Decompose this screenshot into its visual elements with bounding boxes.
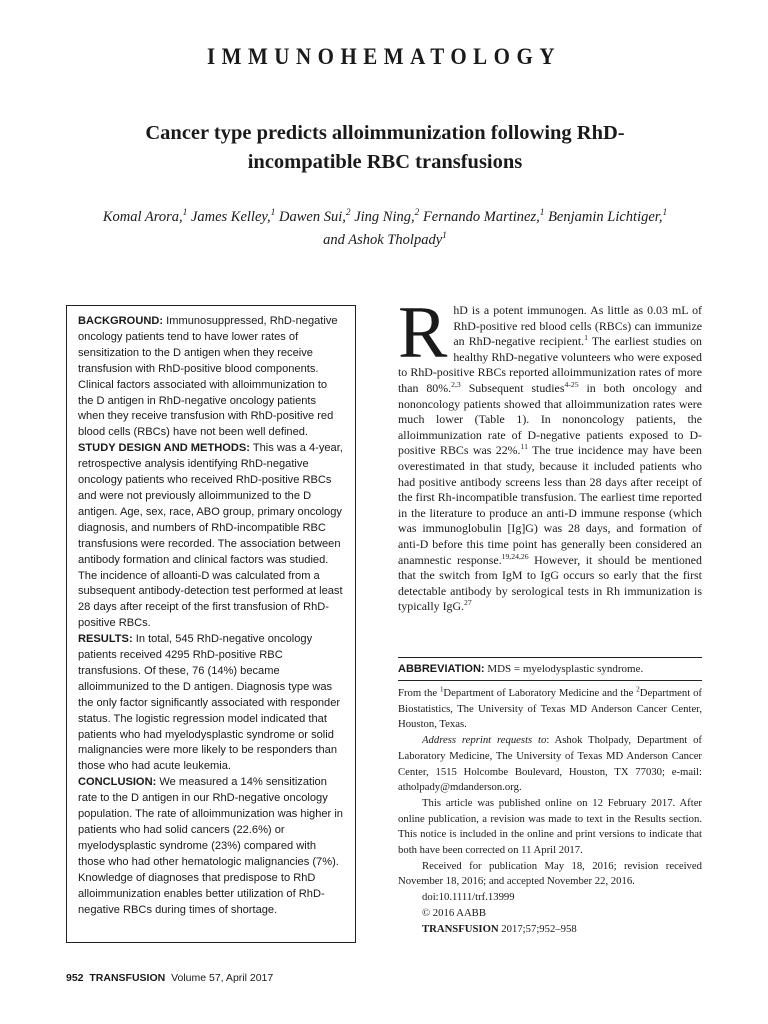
section-heading: IMMUNOHEMATOLOGY <box>206 42 562 70</box>
author-affiliation: 1 <box>442 231 447 242</box>
body-text-column <box>398 292 702 615</box>
citation-ref[interactable]: 4-25 <box>564 380 579 389</box>
abstract-conclusion-label: CONCLUSION: <box>78 776 157 789</box>
citation-ref[interactable]: 27 <box>464 598 472 608</box>
title-line-1: Cancer type predicts alloimmunization following RhD- <box>145 122 625 144</box>
title-line-2: incompatible RBC transfusions <box>247 151 523 173</box>
abstract-background-label: BACKGROUND: <box>78 315 164 327</box>
body-text: hD is a potent immunogen. As little as 0.03 mL of RhD-positive red blood cells (RBCs) can immunize an RhD-negative recipient. <box>453 303 702 349</box>
journal-name: TRANSFUSION <box>422 922 499 935</box>
reprint-text[interactable]: : Ashok Tholpady, Department of Laboratory Medicine, The University of Texas MD Anderson Cancer Center, 1515 Holcombe Boulevard, Houston, TX 77030; e-mail: atholpady@mdanderson.org. <box>398 734 702 794</box>
note-text: Department of Biostatistics, The University of Texas MD Anderson Cancer Center, Houston, Texas. <box>398 687 702 731</box>
abbreviation-bottom-rule <box>398 680 702 681</box>
body-text: in both oncology and nononcology patients showed that alloimmunization rates were much lower (Table 1). In nononcology patients, the alloimmunization rate of D-negative patients exposed to D-positive RBCs was 22%. <box>398 380 702 458</box>
author-affiliation: 1 <box>182 208 188 219</box>
abbreviation-note <box>398 662 702 677</box>
citation-ref[interactable]: 19,24,26 <box>501 551 529 561</box>
abstract-background-text: Immunosuppressed, RhD-negative oncology patients tend to have lower rates of sensitization to the D antigen when they receive transfusion with RhD-positive blood components. Clinical factors associated with alloimmunization to the D antigen in RhD-negative oncology patients when they receive transfusion with RhD-positive red blood cells (RBCs) have not been well defined. <box>78 315 338 439</box>
received-note: Received for publication May 18, 2016; revision received November 18, 2016; and accepted November 22, 2016. <box>398 859 702 888</box>
note-text: Department of Laboratory Medicine and the <box>443 687 637 699</box>
abbreviation-label: ABBREVIATION: <box>398 663 485 675</box>
publication-note: This article was published online on 12 February 2017. After online publication, a revision was made to text in the Results section. This notice is included in the online and print versions to indicate that both have been corrected on 11 April 2017. <box>398 796 702 857</box>
author-name: Jing Ning, <box>354 209 415 225</box>
author-name: Benjamin Lichtiger, <box>548 209 663 225</box>
abstract-background <box>78 314 345 441</box>
abbreviation-top-rule <box>398 657 702 658</box>
copyright-note: © 2016 AABB <box>422 906 486 919</box>
abstract-results-text: In total, 545 RhD-negative oncology patients received 4295 RhD-positive RBC transfusions. Of these, 76 (14%) became alloimmunized to the D antigen. Diagnosis type was the only factor significantly associated with responder status. The logistic regression model indicated that patients who had myelodysplastic syndrome or solid malignancies were more likely to be responders than those who had acute leukemia. <box>78 633 341 773</box>
abstract-box <box>66 305 356 943</box>
drop-cap: R <box>398 292 448 374</box>
doi-link[interactable]: doi:10.1111/trf.13999 <box>422 891 515 904</box>
affiliations-note <box>398 686 702 733</box>
body-text: Subsequent studies <box>460 380 565 395</box>
body-text: The true incidence may have been overestimated in that study, because it included patients who had positive antibody screens less than 28 days after receipt of the first Rh-incompatible transfusion. The earliest time reported in the literature to produce an anti-D immune response (which was immunoglobulin [Ig]G) was 28 days, and formation of anti-D before this time point has generally been considered an anamnestic response. <box>398 443 702 567</box>
author-name: Dawen Sui, <box>279 209 346 225</box>
affiliation-mark: 2 <box>636 685 640 694</box>
author-name: James Kelley, <box>190 209 271 225</box>
article-notes <box>398 686 702 937</box>
abbreviation-text: MDS = myelodysplastic syndrome. <box>484 663 644 675</box>
page-footer <box>66 972 273 984</box>
author-name: Komal Arora, <box>102 209 183 225</box>
author-affiliation: 1 <box>539 208 545 219</box>
body-text: The earliest studies on healthy RhD-negative volunteers who were exposed to RhD-positive RBCs reported alloimmunization rates of more than 80%. <box>398 334 702 395</box>
abstract-results-label: RESULTS: <box>78 633 133 646</box>
author-affiliation: 1 <box>662 208 668 219</box>
page-number: 952 <box>66 972 84 984</box>
citation-ref[interactable]: 1 <box>584 333 588 343</box>
abstract-results <box>78 632 345 775</box>
affiliation-mark: 1 <box>439 685 444 694</box>
citation-ref[interactable]: 2,3 <box>451 380 461 389</box>
citation-text: 2017;57;952–958 <box>498 922 577 935</box>
abstract-methods-text: This was a 4-year, retrospective analysis identifying RhD-negative oncology patients who received RhD-positive RBCs and were not previously alloimmunized to the D antigen. Age, sex, race, ABO group, primary oncology diagnosis, and numbers of RhD-incompatible RBC transfusions were recorded. The association between antibody formation and clinical factors was studied. The incidence of alloanti-D was calculated from a subsequent antibody-detection test performed at least 28 days after receipt of the first transfusion of RhD-positive RBCs. <box>78 442 343 630</box>
author-name: Fernando Martinez, <box>422 209 540 225</box>
intro-paragraph <box>398 292 702 615</box>
note-text: From the <box>398 687 440 699</box>
author-affiliation: 2 <box>345 208 351 219</box>
abstract-methods <box>78 441 345 632</box>
journal-citation <box>398 922 702 938</box>
author-affiliation: 2 <box>414 208 420 219</box>
reprint-note <box>398 733 702 796</box>
reprint-label: Address reprint requests to <box>422 734 547 747</box>
author-name: and Ashok Tholpady <box>323 232 443 248</box>
abstract-conclusion-text: We measured a 14% sensitization rate to the D antigen in our RhD-negative oncology population. The rate of alloimmunization was higher in patients who had solid cancers (22.6%) or myelodysplastic syndrome (23%) compared with those who had other hematologic malignancies (7%). Knowledge of diagnoses that predispose to RhD alloimmunization enables better utilization of RhD-negative RBCs during times of shortage. <box>78 776 343 916</box>
footer-issue: Volume 57, April 2017 <box>171 972 274 984</box>
abstract-methods-label: STUDY DESIGN AND METHODS: <box>78 442 250 455</box>
author-list <box>60 206 710 252</box>
article-title <box>60 119 710 177</box>
footer-journal: TRANSFUSION <box>89 972 166 984</box>
author-affiliation: 1 <box>270 208 276 219</box>
abstract-conclusion <box>78 775 345 918</box>
citation-ref[interactable]: 11 <box>520 442 528 452</box>
body-text: However, it should be mentioned that the switch from IgM to IgG occurs so early that the first detectable antibody by serological tests in Rh immunization is typically IgG. <box>398 552 702 614</box>
